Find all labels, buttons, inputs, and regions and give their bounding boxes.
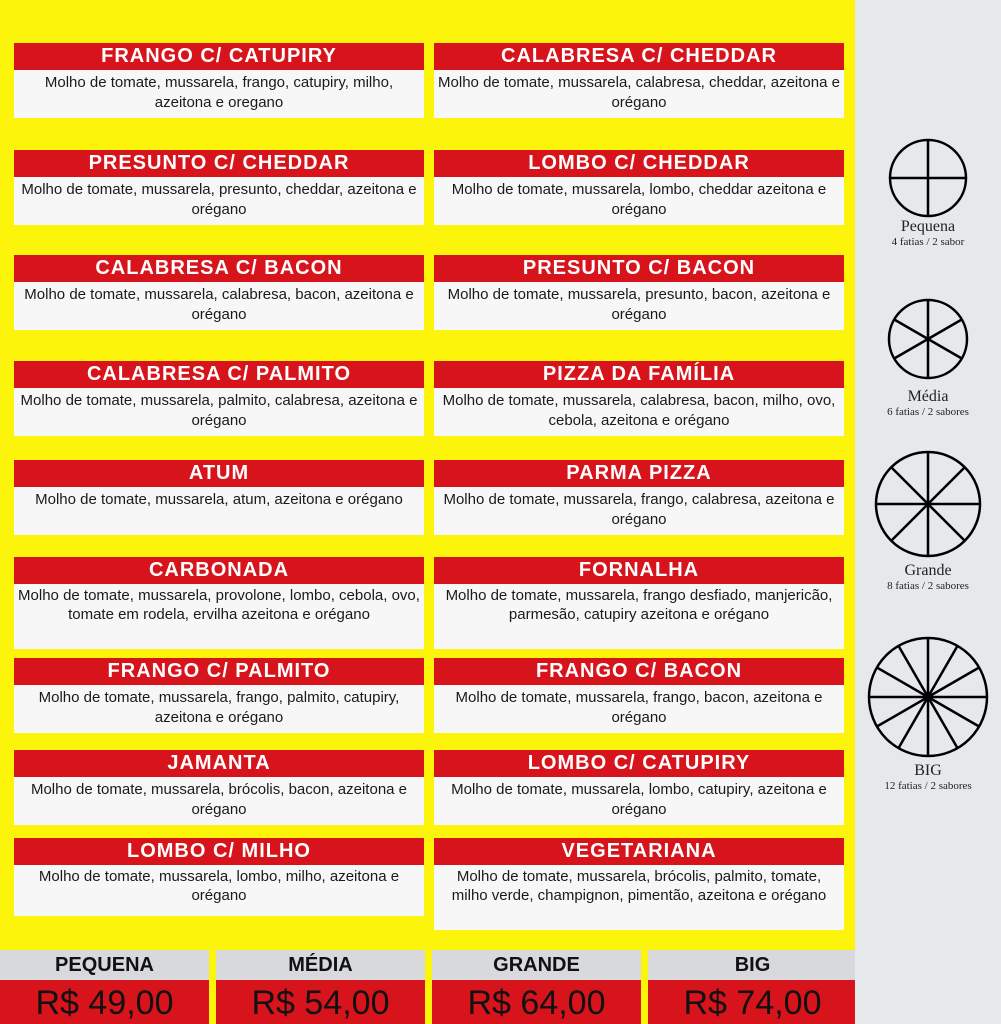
pizza-description: Molho de tomate, mussarela, frango, palmito, catupiry, azeitona e orégano — [14, 685, 424, 733]
size-info: 8 fatias / 2 sabores — [887, 580, 969, 592]
price-big — [648, 950, 857, 1024]
slice-cut — [894, 339, 928, 359]
pizza-name: PRESUNTO C/ CHEDDAR — [14, 150, 424, 177]
price-value: R$ 64,00 — [432, 980, 641, 1024]
pizza-description: Molho de tomate, mussarela, atum, azeitona e orégano — [14, 487, 424, 535]
pizza-description: Molho de tomate, mussarela, frango, bacon, azeitona e orégano — [434, 685, 844, 733]
pizza-description: Molho de tomate, mussarela, calabresa, cheddar, azeitona e orégano — [434, 70, 844, 118]
price-value: R$ 74,00 — [648, 980, 857, 1024]
slice-cut — [891, 467, 928, 504]
pizza-description: Molho de tomate, mussarela, presunto, bacon, azeitona e orégano — [434, 282, 844, 330]
pizza-description: Molho de tomate, mussarela, lombo, catupiry, azeitona e orégano — [434, 777, 844, 825]
pizza-description: Molho de tomate, mussarela, lombo, cheddar azeitona e orégano — [434, 177, 844, 225]
pizza-name: FRANGO C/ CATUPIRY — [14, 43, 424, 70]
pizza-card — [434, 43, 844, 118]
pizza-name: FRANGO C/ PALMITO — [14, 658, 424, 685]
pizza-card — [14, 750, 424, 825]
pizza-name: FORNALHA — [434, 557, 844, 584]
pizza-card — [434, 557, 844, 649]
slice-cut — [928, 320, 962, 340]
pizza-description: Molho de tomate, mussarela, frango, catupiry, milho, azeitona e oregano — [14, 70, 424, 118]
slice-cut — [928, 504, 965, 541]
pizza-name: VEGETARIANA — [434, 838, 844, 865]
size-info: 12 fatias / 2 sabores — [884, 780, 972, 792]
price-pequena — [0, 950, 209, 1024]
pizza-name: JAMANTA — [14, 750, 424, 777]
pizza-card — [434, 255, 844, 330]
pizza-description: Molho de tomate, mussarela, calabresa, bacon, azeitona e orégano — [14, 282, 424, 330]
pizza-card — [14, 838, 424, 916]
pizza-description: Molho de tomate, mussarela, brócolis, bacon, azeitona e orégano — [14, 777, 424, 825]
size-pequena — [855, 138, 1001, 249]
size-name: BIG — [914, 762, 942, 779]
slice-cut — [894, 320, 928, 340]
pizza-name: ATUM — [14, 460, 424, 487]
size-info: 4 fatias / 2 sabor — [891, 236, 965, 248]
pizza-card — [434, 150, 844, 225]
pizza-6-slices-icon — [887, 298, 969, 380]
size-info: 6 fatias / 2 sabores — [887, 406, 969, 418]
pizza-name: PIZZA DA FAMÍLIA — [434, 361, 844, 388]
pizza-description: Molho de tomate, mussarela, provolone, lombo, cebola, ovo, tomate em rodela, ervilha azeitona e orégano — [14, 584, 424, 649]
pizza-name: PARMA PIZZA — [434, 460, 844, 487]
size-media — [855, 298, 1001, 419]
pizza-card — [14, 150, 424, 225]
price-label: MÉDIA — [216, 950, 425, 980]
pizza-name: CALABRESA C/ BACON — [14, 255, 424, 282]
pizza-card — [434, 361, 844, 436]
price-grande — [432, 950, 641, 1024]
price-value: R$ 54,00 — [216, 980, 425, 1024]
pizza-name: LOMBO C/ CATUPIRY — [434, 750, 844, 777]
pizza-name: LOMBO C/ MILHO — [14, 838, 424, 865]
pizza-description: Molho de tomate, mussarela, frango, calabresa, azeitona e orégano — [434, 487, 844, 535]
size-grande — [855, 450, 1001, 593]
pizza-card — [14, 658, 424, 733]
pizza-description: Molho de tomate, mussarela, calabresa, bacon, milho, ovo, cebola, azeitona e orégano — [434, 388, 844, 436]
price-media — [216, 950, 425, 1024]
pizza-4-slices-icon — [888, 138, 968, 218]
pizza-name: LOMBO C/ CHEDDAR — [434, 150, 844, 177]
pizza-card — [14, 255, 424, 330]
slice-cut — [928, 339, 962, 359]
pizza-8-slices-icon — [874, 450, 982, 558]
size-name: Média — [907, 388, 949, 405]
pizza-card — [434, 460, 844, 535]
price-label: GRANDE — [432, 950, 641, 980]
pizza-description: Molho de tomate, mussarela, frango desfiado, manjericão, parmesão, catupiry azeitona e orégano — [434, 584, 844, 649]
pizza-card — [14, 557, 424, 649]
price-label: BIG — [648, 950, 857, 980]
pizza-card — [434, 750, 844, 825]
pizza-description: Molho de tomate, mussarela, palmito, calabresa, azeitona e orégano — [14, 388, 424, 436]
price-value: R$ 49,00 — [0, 980, 209, 1024]
pizza-card — [14, 361, 424, 436]
pizza-12-slices-icon — [867, 636, 989, 758]
pizza-card — [434, 838, 844, 930]
size-big — [855, 636, 1001, 793]
slice-cut — [928, 467, 965, 504]
price-label: PEQUENA — [0, 950, 209, 980]
slice-cut — [891, 504, 928, 541]
pizza-card — [14, 43, 424, 118]
pizza-card — [14, 460, 424, 535]
pizza-name: CARBONADA — [14, 557, 424, 584]
size-name: Grande — [904, 562, 952, 579]
pizza-name: PRESUNTO C/ BACON — [434, 255, 844, 282]
pizza-name: FRANGO C/ BACON — [434, 658, 844, 685]
pizza-description: Molho de tomate, mussarela, presunto, cheddar, azeitona e orégano — [14, 177, 424, 225]
pizza-description: Molho de tomate, mussarela, lombo, milho, azeitona e orégano — [14, 865, 424, 916]
pizza-card — [434, 658, 844, 733]
pizza-name: CALABRESA C/ CHEDDAR — [434, 43, 844, 70]
size-name: Pequena — [900, 218, 956, 235]
pizza-name: CALABRESA C/ PALMITO — [14, 361, 424, 388]
pizza-description: Molho de tomate, mussarela, brócolis, palmito, tomate, milho verde, champignon, pimentão, azeitona e orégano — [434, 865, 844, 930]
